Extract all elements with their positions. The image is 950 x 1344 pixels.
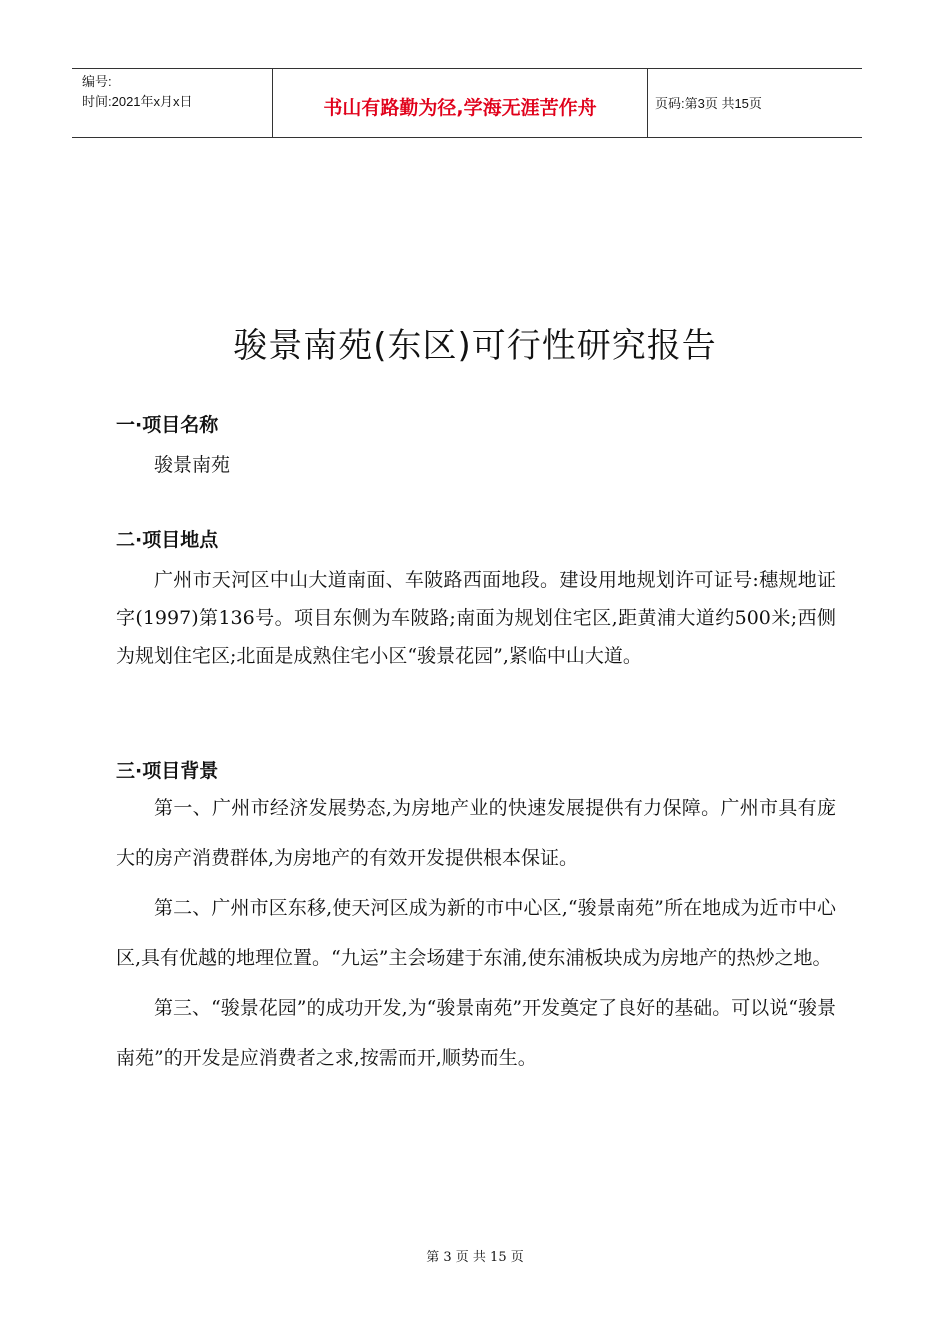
background-paragraph-1: 第一、广州市经济发展势态,为房地产业的快速发展提供有力保障。广州市具有庞大的房产消费群体,为房地产的有效开发提供根本保证。: [116, 797, 836, 869]
section-heading-project-background: 三·项目背景: [116, 760, 219, 782]
section-body-project-background: [116, 783, 836, 1083]
section-body-project-location: [116, 561, 836, 675]
document-title: 骏景南苑(东区)可行性研究报告: [233, 326, 717, 366]
header-page-indicator: 页码:第3页 共15页: [655, 96, 762, 111]
project-name-text: 骏景南苑: [154, 454, 231, 476]
background-paragraph-2: 第二、广州市区东移,使天河区成为新的市中心区,“骏景南苑”所在地成为近市中心区,具有优越的地理位置。“九运”主会场建于东浦,使东浦板块成为房地产的热炒之地。: [116, 897, 836, 969]
background-paragraph-3: 第三、“骏景花园”的成功开发,为“骏景南苑”开发奠定了良好的基础。可以说“骏景南苑”的开发是应消费者之求,按需而开,顺势而生。: [116, 997, 836, 1069]
header-motto-cell: [273, 69, 648, 137]
document-time-label: 时间:2021年x月x日: [82, 94, 193, 109]
header-motto: 书山有路勤为径,学海无涯苦作舟: [323, 97, 597, 119]
page-header: [72, 68, 862, 138]
document-number-label: 编号:: [82, 74, 112, 89]
header-info-cell: [72, 69, 273, 137]
page-footer: 第 3 页 共 15 页: [426, 1250, 524, 1265]
project-location-text: 广州市天河区中山大道南面、车陂路西面地段。建设用地规划许可证号:穗规地证字(1997)第136号。项目东侧为车陂路;南面为规划住宅区,距黄浦大道约500米;西侧为规划住宅区;北面是成熟住宅小区“骏景花园”,紧临中山大道。: [116, 569, 836, 667]
section-heading-project-location: 二·项目地点: [116, 529, 219, 551]
section-heading-project-name: 一·项目名称: [116, 414, 219, 436]
section-body-project-name: [116, 446, 836, 484]
